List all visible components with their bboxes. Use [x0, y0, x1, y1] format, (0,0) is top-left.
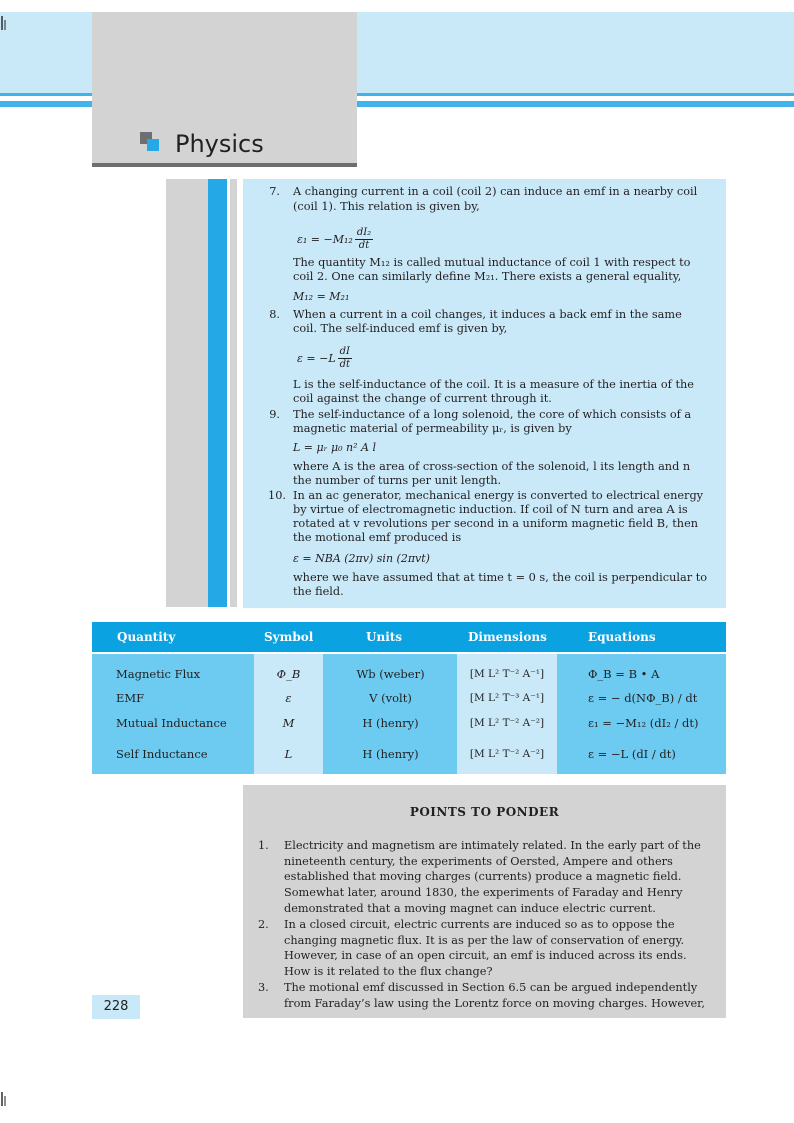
equation: ε = NBA (2πv) sin (2πvt) — [293, 552, 430, 565]
summary-side-bar — [166, 179, 208, 607]
table-cell: [M L² T⁻² A⁻²] — [469, 748, 545, 760]
header-underline — [92, 163, 357, 167]
table-cell: M — [282, 716, 295, 730]
page-number: 228 — [92, 995, 140, 1019]
table-cell: Mutual Inductance — [116, 716, 227, 730]
crop-mark-icon — [0, 14, 8, 32]
equation — [297, 225, 375, 253]
ponder-item — [284, 838, 710, 917]
ponder-line: In a closed circuit, electric currents are induced so as to oppose the — [284, 918, 675, 931]
summary-text: coil 2. One can similarly define M₂₁. There exists a general equality, — [293, 270, 682, 283]
summary-text: rotated at v revolutions per second in a uniform magnetic field B, then — [293, 517, 699, 530]
item-number: 10. — [268, 489, 286, 502]
item-number: 1. — [258, 839, 269, 852]
chapter-logo-icon — [147, 139, 159, 151]
table-cell: ε = −L (dI / dt) — [588, 747, 676, 761]
equation: M₁₂ = M₂₁ — [293, 290, 350, 303]
ponder-item — [284, 980, 710, 1011]
summary-text: A changing current in a coil (coil 2) can induce an emf in a nearby coil — [293, 185, 698, 198]
table-cell: [M L² T⁻² A⁻²] — [469, 717, 545, 729]
summary-text: coil. The self-induced emf is given by, — [293, 322, 508, 335]
summary-text: coil against the change of current through it. — [293, 392, 552, 405]
ponder-line: nineteenth century, the experiments of Oersted, Ampere and others — [284, 854, 673, 868]
table-cell: Self Inductance — [116, 747, 208, 761]
table-cell: V (volt) — [369, 691, 412, 705]
table-cell: Wb (weber) — [356, 667, 425, 681]
column-header: Symbol — [264, 630, 314, 644]
ponder-line: However, in case of an open circuit, an emf is induced across its ends. — [284, 949, 687, 963]
column-header: Quantity — [117, 630, 176, 644]
fraction — [338, 346, 352, 371]
item-number: 9. — [269, 408, 280, 421]
summary-text: When a current in a coil changes, it induces a back emf in the same — [293, 308, 682, 321]
summary-side-bar — [208, 179, 227, 607]
ponder-line: changing magnetic flux. It is as per the law of conservation of energy. — [284, 933, 685, 947]
table-cell: [M L² T⁻² A⁻¹] — [469, 668, 545, 680]
summary-text: (coil 1). This relation is given by, — [293, 200, 480, 213]
column-header: Units — [366, 630, 403, 644]
summary-text: the field. — [293, 585, 344, 598]
ponder-line: from Faraday’s law using the Lorentz force on moving charges. However, — [284, 996, 705, 1010]
summary-text: The quantity M₁₂ is called mutual inductance of coil 1 with respect to — [293, 256, 691, 269]
ponder-line: established that moving charges (currents) produce a magnetic field. — [284, 870, 682, 884]
summary-text: In an ac generator, mechanical energy is converted to electrical energy — [293, 489, 704, 502]
fraction-denominator: dt — [358, 239, 370, 251]
summary-text: magnetic material of permeability μᵣ, is given by — [293, 422, 572, 435]
ponder-line: How is it related to the flux change? — [284, 965, 493, 979]
item-number: 2. — [258, 918, 269, 931]
table-cell: ε — [285, 691, 292, 705]
summary-text: L is the self-inductance of the coil. It is a measure of the inertia of the — [293, 378, 694, 391]
table-cell: L — [284, 747, 293, 761]
column-header: Dimensions — [468, 630, 547, 644]
column-header: Equations — [588, 630, 656, 644]
ponder-item — [284, 917, 710, 980]
fraction-numerator: dI — [339, 345, 350, 357]
table-cell: Φ_B = B • A — [588, 667, 660, 681]
ponder-line: Somewhat later, around 1830, the experiments of Faraday and Henry — [284, 886, 683, 900]
table-cell: H (henry) — [362, 747, 419, 761]
item-number: 7. — [269, 185, 280, 198]
equation — [297, 344, 354, 372]
summary-text: the motional emf produced is — [293, 531, 462, 544]
equation: L = μᵣ μ₀ n² A l — [293, 441, 376, 454]
table-cell: ε = − d(NΦ_B) / dt — [588, 691, 698, 705]
table-cell: [M L² T⁻³ A⁻¹] — [469, 692, 545, 704]
ponder-line: demonstrated that a moving magnet can induce electric current. — [284, 901, 656, 915]
summary-text: the number of turns per unit length. — [293, 474, 502, 487]
summary-side-bar — [230, 179, 237, 607]
crop-mark-icon — [0, 1090, 8, 1108]
table-cell: EMF — [116, 691, 145, 705]
ponder-line: Electricity and magnetism are intimately related. In the early part of the — [284, 839, 701, 852]
table-cell: ε₁ = −M₁₂ (dI₂ / dt) — [588, 716, 699, 730]
section-heading: POINTS TO PONDER — [409, 805, 560, 819]
summary-text: where we have assumed that at time t = 0 s, the coil is perpendicular to — [293, 571, 708, 584]
summary-text: The self-inductance of a long solenoid, the core of which consists of a — [293, 408, 692, 421]
table-cell: Φ_B — [276, 667, 301, 681]
summary-text: by virtue of electromagnetic induction. If coil of N turn and area A is — [293, 503, 688, 516]
summary-text: where A is the area of cross-section of the solenoid, l its length and n — [293, 460, 691, 473]
page-title: Physics — [175, 130, 264, 158]
fraction — [355, 227, 373, 252]
ponder-line: The motional emf discussed in Section 6.5 can be argued independently — [284, 981, 698, 994]
fraction-numerator: dI₂ — [356, 226, 372, 238]
table-cell: H (henry) — [362, 716, 419, 730]
item-number: 3. — [258, 981, 269, 994]
equation-lhs: ε₁ = −M₁₂ — [297, 232, 353, 246]
table-cell: Magnetic Flux — [116, 667, 201, 681]
item-number: 8. — [269, 308, 280, 321]
fraction-denominator: dt — [339, 358, 351, 370]
equation-lhs: ε = −L — [297, 351, 336, 365]
